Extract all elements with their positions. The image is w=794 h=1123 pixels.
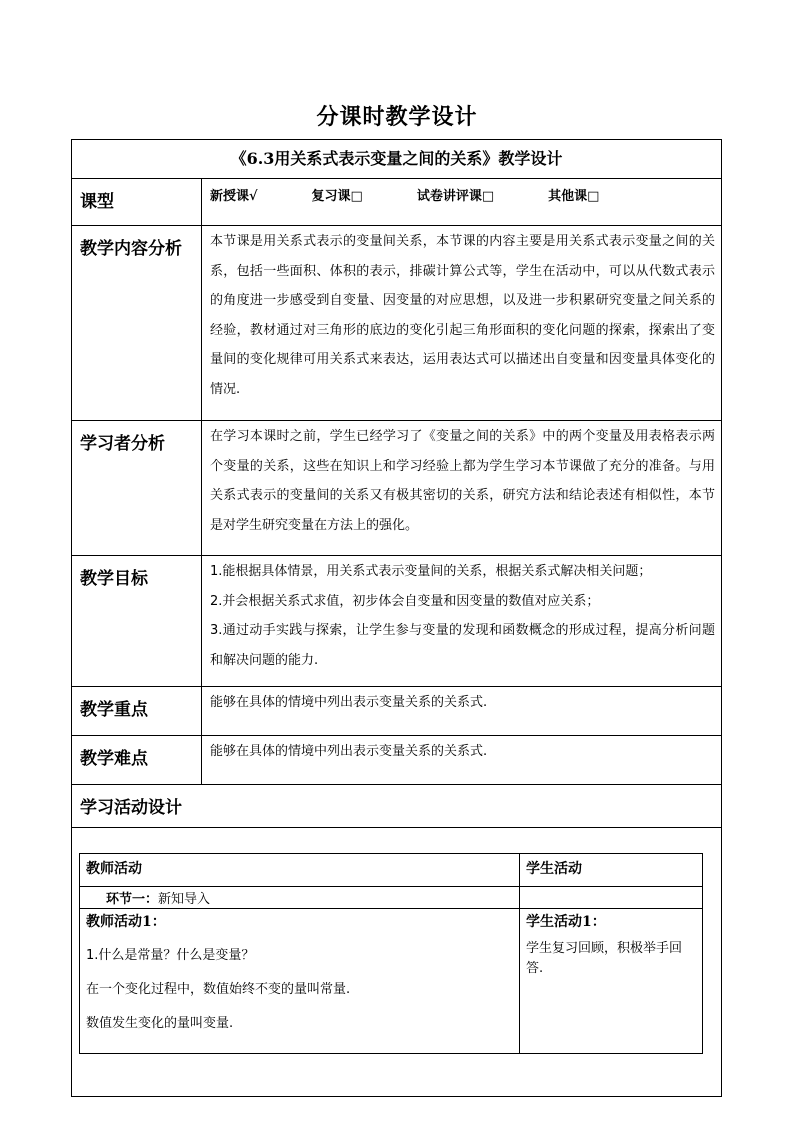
- difficulty-text: 能够在具体的情境中列出表示变量关系的关系式.: [202, 736, 722, 785]
- section-row: [80, 887, 520, 909]
- teacher-line: 1.什么是常量？什么是变量？: [86, 948, 255, 963]
- key-point-text: 能够在具体的情境中列出表示变量关系的关系式.: [202, 687, 722, 736]
- activity-table: [79, 853, 703, 1054]
- lesson-design-table: [71, 139, 722, 1097]
- content-analysis-label: 教学内容分析: [72, 226, 202, 421]
- lesson-type-options: [202, 179, 722, 226]
- content-analysis-text: 本节课是用关系式表示的变量间关系，本节课的内容主要是用关系式表示变量之间的关系，包括一些面积、体积的表示，排碳计算公式等，学生在活动中，可以从代数式表示的角度进一步感受到自变量、因变量的对应思想，以及进一步积累研究变量之间关系的经验，教材通过对三角形的底边的变化引起三角形面积的变化问题的探索，探索出了变量间的变化规律可用关系式来表达，运用表达式可以描述出自变量和因变量具体变化的情况.: [202, 226, 722, 421]
- section-row-empty: [520, 887, 703, 909]
- activity-design-label: 学习活动设计: [80, 798, 182, 818]
- section-name: 新知导入: [158, 892, 211, 907]
- type-option-review: 复习课□: [311, 189, 363, 204]
- type-option-exam-review: 试卷讲评课□: [416, 189, 495, 204]
- difficulty-label: 教学难点: [72, 736, 202, 785]
- learner-analysis-text: 在学习本课时之前，学生已经学习了《变量之间的关系》中的两个变量及用表格表示两个变量的关系，这些在知识上和学习经验上都为学生学习本节课做了充分的准备。与用关系式表示的变量间的关系又有极其密切的关系，研究方法和结论表述有相似性，本节是对学生研究变量在方法上的强化。: [202, 421, 722, 556]
- activity-design-body: [72, 828, 722, 1097]
- student-activity-header: 学生活动: [520, 854, 703, 887]
- key-point-label: 教学重点: [72, 687, 202, 736]
- teaching-goals-list: [202, 556, 722, 687]
- teacher-activity-title: 教师活动1：: [86, 914, 166, 930]
- type-option-other: 其他课□: [548, 189, 600, 204]
- teaching-goals-label: 教学目标: [72, 556, 202, 687]
- goal-item: 3.通过动手实践与探索，让学生参与变量的发现和函数概念的形成过程，提高分析问题和解决问题的能力.: [210, 623, 715, 668]
- goal-item: 1.能根据具体情景，用关系式表示变量间的关系，根据关系式解决相关问题；: [210, 564, 652, 579]
- student-activity-text: 学生复习回顾，积极举手回答.: [526, 941, 683, 976]
- section-prefix: 环节一：: [106, 892, 159, 907]
- teacher-line: 数值发生变化的量叫变量.: [86, 1016, 234, 1031]
- goal-item: 2.并会根据关系式求值，初步体会自变量和因变量的数值对应关系；: [210, 593, 600, 609]
- type-option-new: 新授课√: [210, 189, 258, 204]
- page-title: 分课时教学设计: [316, 104, 478, 130]
- activity-design-header: [72, 785, 722, 828]
- student-activity-title: 学生活动1：: [526, 914, 606, 930]
- teacher-activity-cell: [80, 909, 520, 1054]
- student-activity-cell: [520, 909, 703, 1054]
- learner-analysis-label: 学习者分析: [72, 421, 202, 556]
- lesson-type-label: 课型: [72, 179, 202, 226]
- document-title: 《6.3用关系式表示变量之间的关系》教学设计: [72, 140, 722, 179]
- teacher-line: 在一个变化过程中，数值始终不变的量叫常量.: [86, 982, 351, 997]
- teacher-activity-header: 教师活动: [80, 854, 520, 887]
